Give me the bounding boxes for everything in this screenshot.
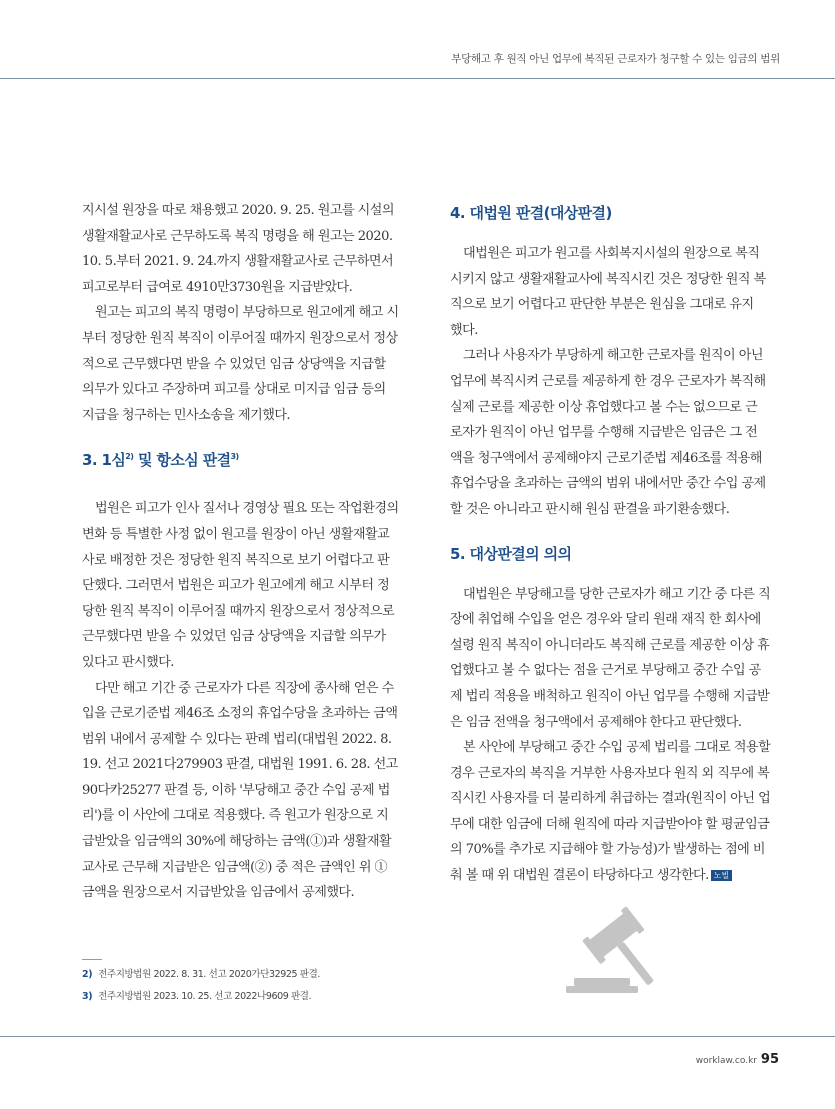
- running-header: 부당해고 후 원직 아닌 업무에 복직된 근로자가 청구할 수 있는 임금의 범위: [451, 53, 780, 65]
- header-divider: [0, 78, 835, 79]
- footer-site: worklaw.co.kr: [695, 1056, 757, 1066]
- paragraph-plaintiff-claim: 원고는 피고의 복직 명령이 부당하므로 원고에게 해고 시 부터 정당한 원직 복직이 이루어질 때까지 원장으로서 정상 적으로 근무했다면 받을 수 있었던 임금 상당액을 지급할 의무가 있다고 주장하며 피고를 상대로 미지급 임금 등의 지급을 청구하는 민사소송을 제기했다.: [82, 305, 399, 423]
- section-heading-3: [82, 445, 418, 475]
- footnote-ref-2: 2): [125, 452, 134, 462]
- end-badge: 노빌: [711, 870, 732, 881]
- paragraph-plaintiff-reinstatement: 지시설 원장을 따로 채용했고 2020. 9. 25. 원고를 시설의 생활재활교사로 근무하도록 복직 명령을 해 원고는 2020. 10. 5.부터 2021. 9. 24.까지 생활재활교사로 근무하면서 피고로부터 급여로 4910만3730원을 지급받았다.: [82, 203, 394, 295]
- section-heading-4: 4. 대법원 판결(대상판결): [450, 204, 612, 222]
- paragraph-significance: 대법원은 부당해고를 당한 근로자가 해고 기간 중 다른 직 장에 취업해 수입을 얻은 경우와 달리 원래 재직 한 회사에 설령 원직 복직이 아니더라도 복직해 근로를 제공한 이상 휴 업했다고 볼 수 없다는 점을 근거로 부당해고 중간 수입 공 제 법리 적용을 배척하고 원직이 아닌 업무를 수행해 지급받 은 임금 전액을 청구액에서 공제해야 한다고 판단했다.: [450, 586, 771, 730]
- conclusion-text: 본 사안에 부당해고 중간 수입 공제 법리를 그대로 적용할 경우 근로자의 복직을 거부한 사용자보다 원직 외 직무에 복 직시킨 사용자를 더 불리하게 취급하는 결과(원직이 아닌 업 무에 대한 임금에 더해 원직에 따라 지급받아야 할 평균임금 의 70%를 추가로 지급해야 할 가능성)가 발생하는 점에 비 춰 볼 때 위 대법원 결론이 타당하다고 생각한다.: [450, 740, 771, 884]
- gavel-icon: [562, 902, 692, 1002]
- footnote-2-text: 전주지방법원 2022. 8. 31. 선고 2020가단32925 판결.: [98, 969, 320, 980]
- footnote-ref-3: 3): [230, 452, 239, 462]
- footnote-2: [82, 966, 320, 980]
- paragraph-supreme-court-upheld: 대법원은 피고가 원고를 사회복지시설의 원장으로 복직 시키지 않고 생활재활교사에 복직시킨 것은 정당한 원직 복 직으로 보기 어렵다고 판단한 부분은 원심을 그대로 유지 했다.: [450, 246, 766, 338]
- paragraph-supreme-court-reversal: 그러나 사용자가 부당하게 해고한 근로자를 원직이 아닌 업무에 복직시켜 근로를 제공하게 한 경우 근로자가 복직해 실제 근로를 제공한 이상 휴업했다고 볼 수는 없으므로 근 로자가 원직이 아닌 업무를 수행해 지급받은 임금은 그 전 액을 청구액에서 공제해야지 근로기준법 제46조를 적용해 휴업수당을 초과하는 금액의 범위 내에서만 중간 수입 공제 할 것은 아니라고 판시해 원심 판결을 파기환송했다.: [450, 348, 766, 517]
- right-column: [450, 198, 786, 889]
- footnote-3-text: 전주지방법원 2023. 10. 25. 선고 2022나9609 판결.: [98, 991, 312, 1002]
- footnote-2-number: 2): [82, 969, 93, 980]
- heading-3-text-2: 및 항소심 판결: [133, 451, 231, 470]
- footer-divider: [0, 1036, 835, 1037]
- footnote-divider: [82, 959, 102, 960]
- footnote-3: [82, 988, 311, 1002]
- paragraph-lower-court-ruling: 법원은 피고가 인사 질서나 경영상 필요 또는 작업환경의 변화 등 특별한 사정 없이 원고를 원장이 아닌 생활재활교 사로 배정한 것은 정당한 원직 복직으로 보기 어렵다고 판 단했다. 그러면서 법원은 피고가 원고에게 해고 시부터 정 당한 원직 복직이 이루어질 때까지 원장으로서 정상적으로 근무했다면 받을 수 있었던 임금 상당액을 지급할 의무가 있다고 판시했다.: [82, 501, 399, 670]
- paragraph-income-deduction: 다만 해고 기간 중 근로자가 다른 직장에 종사해 얻은 수 입을 근로기준법 제46조 소정의 휴업수당을 초과하는 금액 범위 내에서 공제할 수 있다는 판례 법리(대법원 2022. 8. 19. 선고 2021다279903 판결, 대법원 1991. 6. 28. 선고 90다카25277 판결 등, 이하 '부당해고 중간 수입 공제 법 리')를 이 사안에 그대로 적용했다. 즉 원고가 원장으로 지 급받았을 임금액의 30%에 해당하는 금액(①)과 생활재활 교사로 근무해 지급받은 임금액(②) 중 적은 금액인 위 ① 금액을 원장으로서 지급받았을 임금에서 공제했다.: [82, 680, 398, 901]
- footnote-3-number: 3): [82, 991, 93, 1002]
- paragraph-conclusion: [450, 735, 786, 889]
- section-heading-5: 5. 대상판결의 의의: [450, 544, 572, 563]
- page-number: 95: [760, 1052, 779, 1067]
- left-column: [82, 198, 418, 906]
- heading-3-text: 3. 1심: [82, 451, 126, 470]
